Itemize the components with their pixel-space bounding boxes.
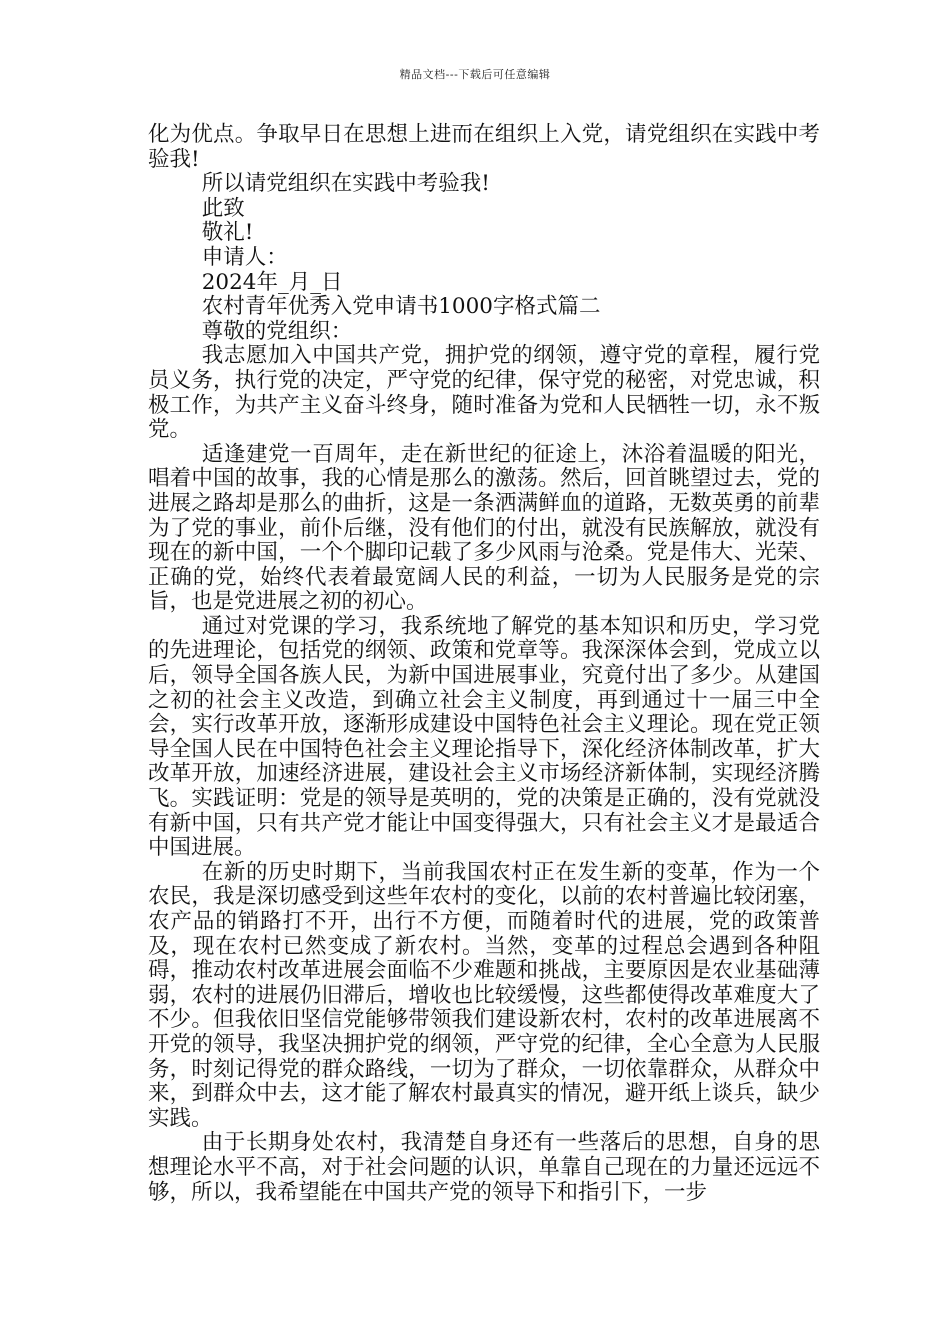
paragraph-continuation: 化为优点。争取早日在思想上进而在组织上入党，请党组织在实践中考验我! — [148, 122, 820, 172]
paragraph-closing-request: 所以请党组织在实践中考验我! — [201, 171, 490, 197]
paragraph-self-reflection: 由于长期身处农村，我清楚自身还有一些落后的思想，自身的思想理论水平不高，对于社会问题的认识，单靠自己现在的力量还远远不够，所以，我希望能在中国共产党的领导下和指引下，一步 — [148, 1130, 820, 1205]
section-title: 农村青年优秀入党申请书1000字格式篇二 — [201, 294, 601, 320]
salutation-jingli: 敬礼! — [201, 220, 254, 246]
greeting: 尊敬的党组织： — [201, 318, 353, 344]
paragraph-oath: 我志愿加入中国共产党，拥护党的纲领，遵守党的章程，履行党员义务，执行党的决定，严守党的纪律，保守党的秘密，对党忠诚，积极工作，为共产主义奋斗终身，随时准备为党和人民牺牲一切，永不叛党。 — [148, 343, 820, 443]
paragraph-centenary: 适逢建党一百周年，走在新世纪的征途上，沐浴着温暖的阳光，唱着中国的故事，我的心情是那么的激荡。然后，回首眺望过去，党的进展之路却是那么的曲折，这是一条洒满鲜血的道路，无数英勇的前辈为了党的事业，前仆后继，没有他们的付出，就没有民族解放，就没有现在的新中国，一个个脚印记载了多少风雨与沧桑。党是伟大、光荣、正确的党，始终代表着最宽阔人民的利益，一切为人民服务是党的宗旨，也是党进展之初的初心。 — [148, 441, 820, 615]
page-header: 精品文档---下载后可任意编辑 — [399, 68, 551, 81]
paragraph-party-study: 通过对党课的学习，我系统地了解党的基本知识和历史，学习党的先进理论，包括党的纲领、政策和党章等。我深深体会到，党成立以后，领导全国各族人民，为新中国进展事业，究竟付出了多少。从建国之初的社会主义改造，到确立社会主义制度，再到通过十一届三中全会，实行改革开放，逐渐形成建设中国特色社会主义理论。现在党正领导全国人民在中国特色社会主义理论指导下，深化经济体制改革，扩大改革开放，加速经济进展，建设社会主义市场经济新体制，实现经济腾飞。实践证明：党是的领导是英明的，党的决策是正确的，没有党就没有新中国，只有共产党才能让中国变得强大，只有社会主义才是最适合中国进展。 — [148, 613, 820, 861]
applicant-label: 申请人： — [201, 244, 288, 270]
document-body — [148, 123, 820, 1205]
date-line: 2024年_月_日 — [201, 269, 343, 295]
salutation-zhizhi: 此致 — [201, 195, 245, 221]
paragraph-rural-change: 在新的历史时期下，当前我国农村正在发生新的变革，作为一个农民，我是深切感受到这些年农村的变化，以前的农村普遍比较闭塞，农产品的销路打不开，出行不方便，而随着时代的进展，党的政策普及，现在农村已然变成了新农村。当然，变革的过程总会遇到各种阻碍，推动农村改革进展会面临不少难题和挑战，主要原因是农业基础薄弱，农村的进展仍旧滞后，增收也比较缓慢，这些都使得改革难度大了不少。但我依旧坚信党能够带领我们建设新农村，农村的改革进展离不开党的领导，我坚决拥护党的纲领，严守党的纪律，全心全意为人民服务，时刻记得党的群众路线，一切为了群众，一切依靠群众，从群众中来，到群众中去，这才能了解农村最真实的情况，避开纸上谈兵，缺少实践。 — [148, 859, 820, 1131]
